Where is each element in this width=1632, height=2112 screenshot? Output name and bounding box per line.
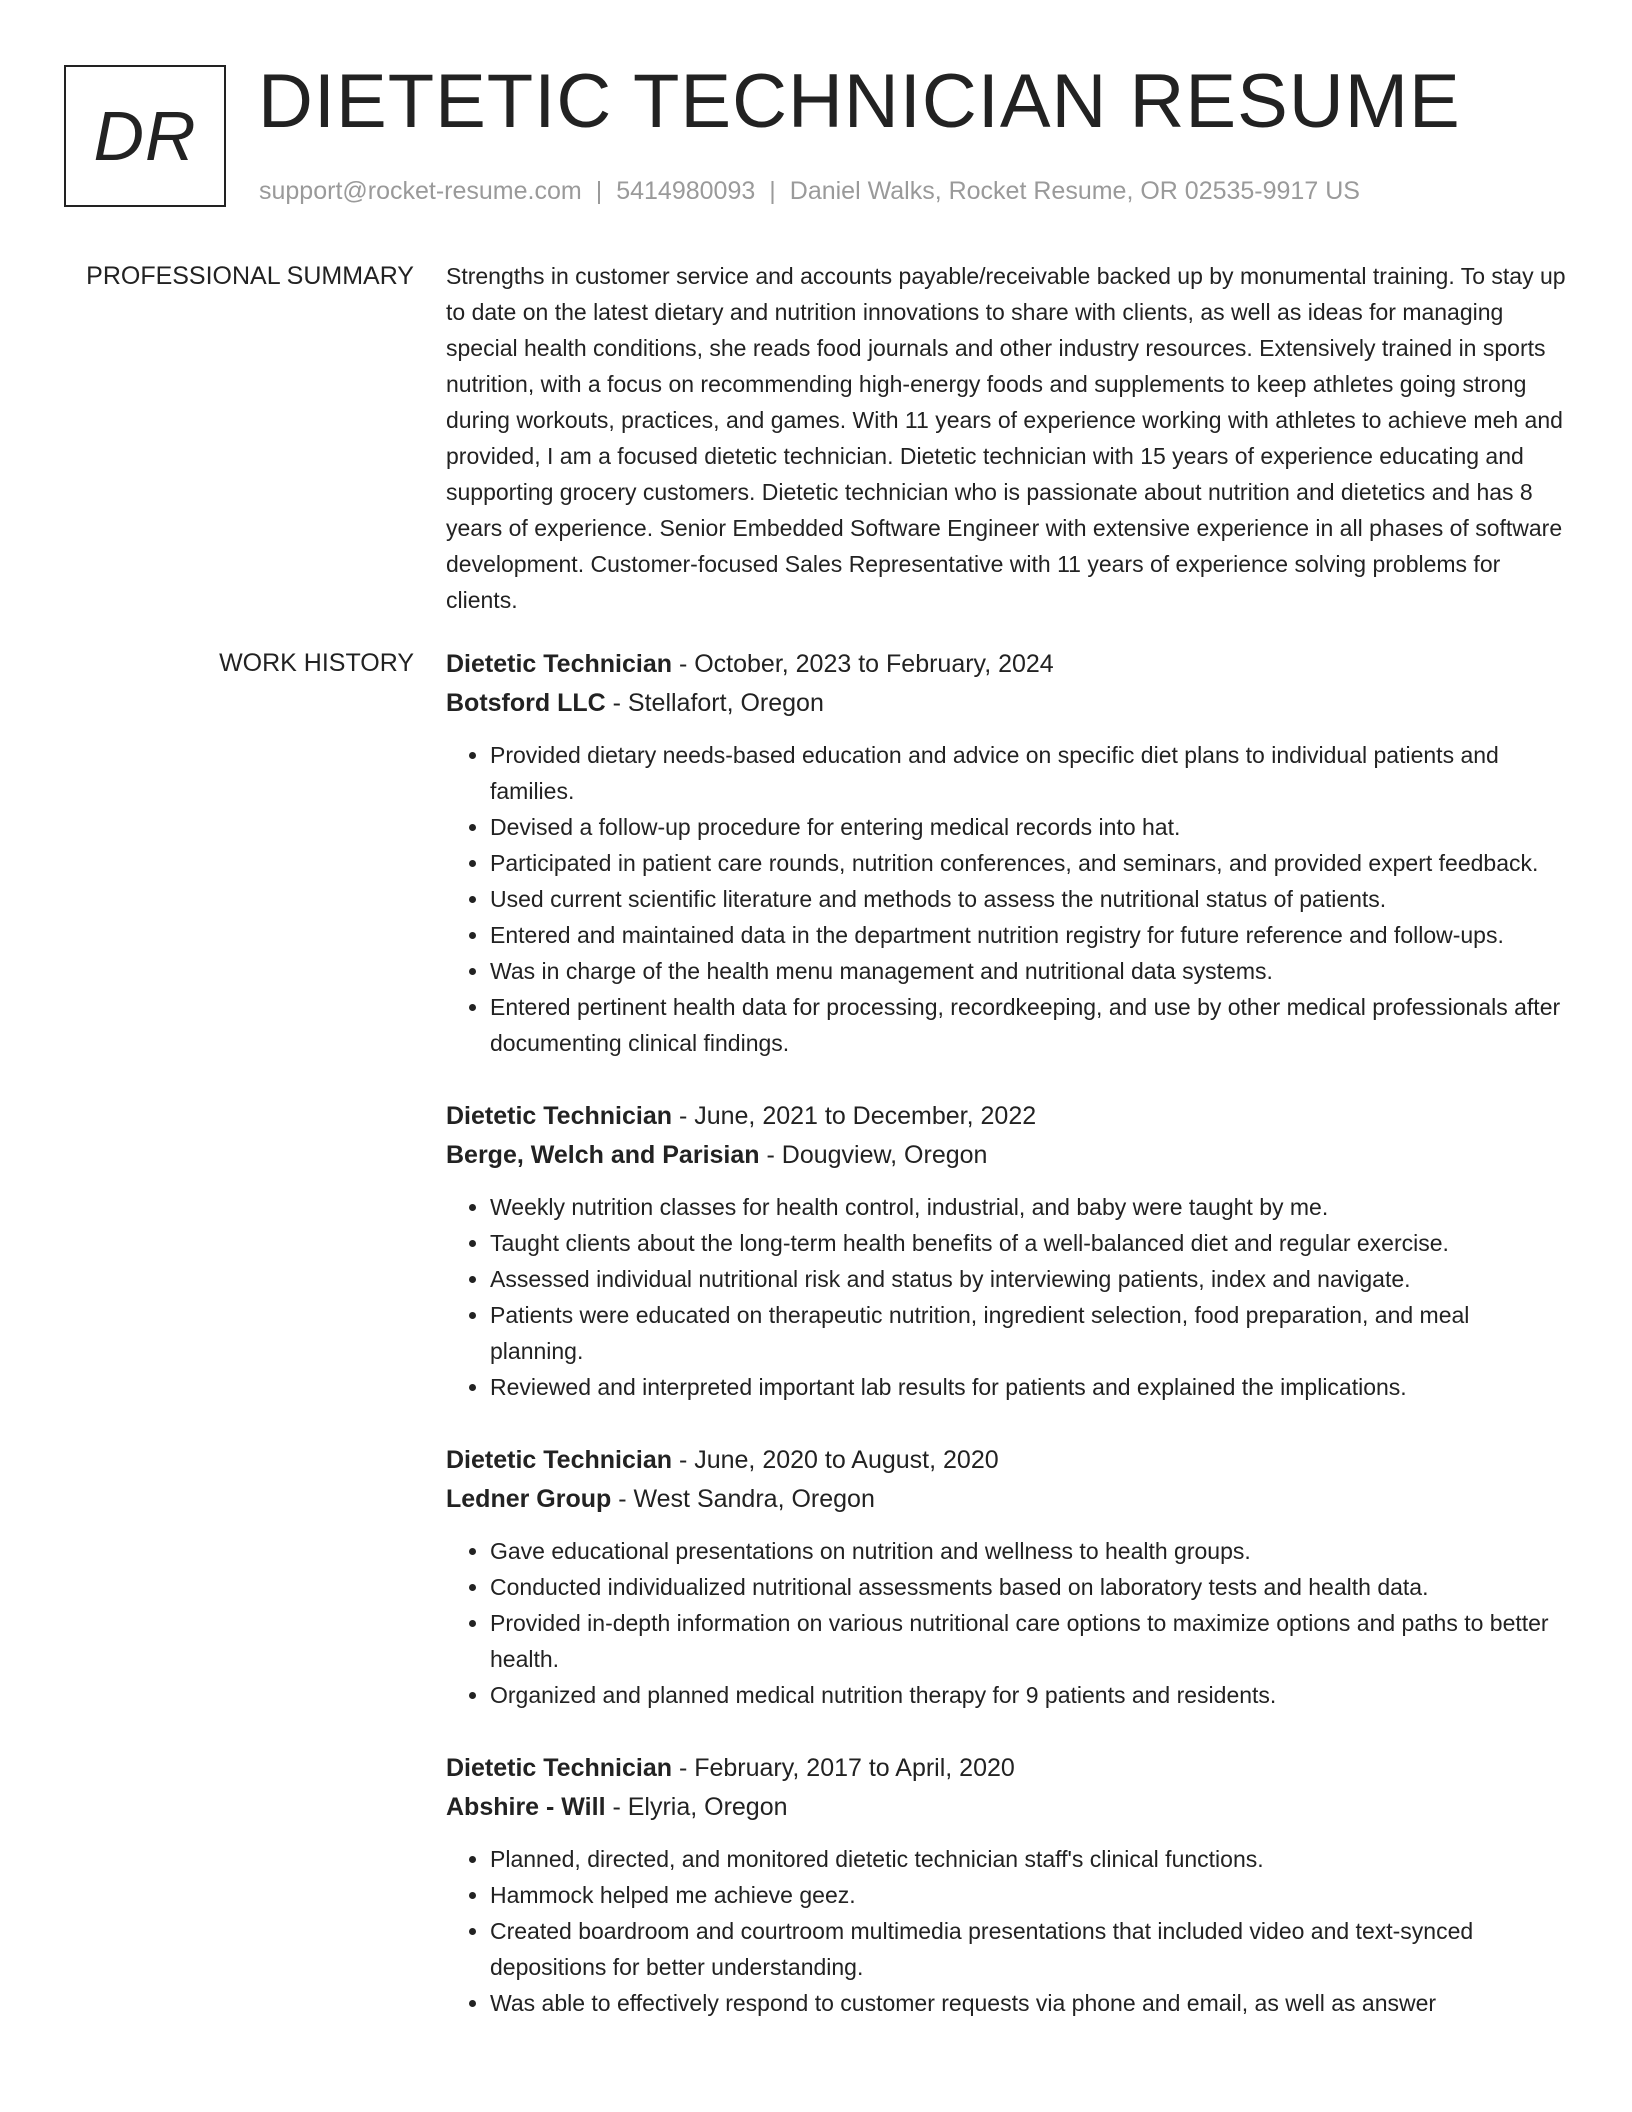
job-title-line: [446, 645, 1566, 684]
job-bullet-list: [446, 1533, 1566, 1713]
work-history-body: [446, 645, 1566, 2057]
job-entry: [446, 1749, 1566, 2021]
job-bullet-item: • Participated in patient care rounds, nutrition conferences, and seminars, and provided expert feedback.: [490, 845, 1566, 881]
job-bullet-list: [446, 737, 1566, 1061]
job-entry: [446, 1097, 1566, 1405]
job-entry: [446, 1441, 1566, 1713]
job-dates: - October, 2023 to February, 2024: [672, 650, 1054, 678]
job-bullet-item: • Assessed individual nutritional risk and status by interviewing patients, index and navigate.: [490, 1261, 1566, 1297]
job-bullet-item: • Was in charge of the health menu management and nutritional data systems.: [490, 953, 1566, 989]
contact-phone[interactable]: 5414980093: [616, 177, 756, 205]
job-bullet-item: • Taught clients about the long-term health benefits of a well-balanced diet and regular exercise.: [490, 1225, 1566, 1261]
job-company-line: [446, 684, 1566, 723]
summary-text: Strengths in customer service and accounts payable/receivable backed up by monumental training. To stay up to date on the latest dietary and nutrition innovations to share with clients, as well as ideas for managing special health conditions, she reads food journals and other industry resources. Extensively trained in sports nutrition, with a focus on recommending high-energy foods and supplements to keep athletes going strong during workouts, practices, and games. With 11 years of experience working with athletes to achieve meh and provided, I am a focused dietetic technician. Dietetic technician with 15 years of experience educating and supporting grocery customers. Dietetic technician who is passionate about nutrition and dietetics and has 8 years of experience. Senior Embedded Software Engineer with extensive experience in all phases of software development. Customer-focused Sales Representative with 11 years of experience solving problems for clients.: [446, 263, 1566, 613]
job-company-line: [446, 1480, 1566, 1519]
contact-separator: |: [769, 177, 776, 205]
job-bullet-item: • Hammock helped me achieve geez.: [490, 1877, 1566, 1913]
section-label-summary: PROFESSIONAL SUMMARY: [86, 262, 414, 290]
job-location: - Dougview, Oregon: [759, 1141, 988, 1169]
job-bullet-item: • Provided in-depth information on various nutritional care options to maximize options and paths to better health.: [490, 1605, 1566, 1677]
job-company-line: [446, 1136, 1566, 1175]
job-bullet-item: • Was able to effectively respond to customer requests via phone and email, as well as answer: [490, 1985, 1566, 2021]
job-bullet-item: • Provided dietary needs-based education and advice on specific diet plans to individual patients and families.: [490, 737, 1566, 809]
job-title-line: [446, 1097, 1566, 1136]
job-title: Dietetic Technician: [446, 1754, 672, 1782]
job-title: Dietetic Technician: [446, 1102, 672, 1130]
job-location: - Stellafort, Oregon: [605, 689, 824, 717]
job-dates: - June, 2020 to August, 2020: [672, 1446, 999, 1474]
job-company: Botsford LLC: [446, 689, 606, 717]
job-bullet-item: • Entered pertinent health data for processing, recordkeeping, and use by other medical professionals after documenting clinical findings.: [490, 989, 1566, 1061]
job-location: - Elyria, Oregon: [605, 1793, 788, 1821]
contact-line: [259, 173, 1360, 209]
job-title: Dietetic Technician: [446, 1446, 672, 1474]
job-company: Abshire - Will: [446, 1793, 606, 1821]
job-title-line: [446, 1749, 1566, 1788]
job-bullet-item: • Created boardroom and courtroom multimedia presentations that included video and text-synced depositions for better understanding.: [490, 1913, 1566, 1985]
job-entry: [446, 645, 1566, 1061]
job-company-line: [446, 1788, 1566, 1827]
job-company: Ledner Group: [446, 1485, 612, 1513]
job-bullet-item: • Entered and maintained data in the department nutrition registry for future reference and follow-ups.: [490, 917, 1566, 953]
contact-separator: |: [595, 177, 603, 205]
job-bullet-item: • Devised a follow-up procedure for entering medical records into hat.: [490, 809, 1566, 845]
job-company: Berge, Welch and Parisian: [446, 1141, 760, 1169]
summary-body: [446, 258, 1566, 618]
job-bullet-item: • Reviewed and interpreted important lab results for patients and explained the implications.: [490, 1369, 1566, 1405]
monogram-box: [64, 65, 226, 207]
job-bullet-item: • Organized and planned medical nutrition therapy for 9 patients and residents.: [490, 1677, 1566, 1713]
resume-title: DIETETIC TECHNICIAN RESUME: [258, 59, 1461, 144]
job-title-line: [446, 1441, 1566, 1480]
contact-address: Daniel Walks, Rocket Resume, OR 02535-9917 US: [789, 177, 1360, 205]
job-bullet-item: • Used current scientific literature and methods to assess the nutritional status of patients.: [490, 881, 1566, 917]
job-bullet-list: [446, 1189, 1566, 1405]
job-dates: - February, 2017 to April, 2020: [672, 1754, 1015, 1782]
job-bullet-list: [446, 1841, 1566, 2021]
contact-email[interactable]: support@rocket-resume.com: [259, 177, 582, 205]
section-label-work-history: WORK HISTORY: [219, 649, 414, 677]
job-bullet-item: • Conducted individualized nutritional assessments based on laboratory tests and health data.: [490, 1569, 1566, 1605]
job-bullet-item: • Gave educational presentations on nutrition and wellness to health groups.: [490, 1533, 1566, 1569]
job-bullet-item: • Weekly nutrition classes for health control, industrial, and baby were taught by me.: [490, 1189, 1566, 1225]
job-bullet-item: • Patients were educated on therapeutic nutrition, ingredient selection, food preparation, and meal planning.: [490, 1297, 1566, 1369]
job-location: - West Sandra, Oregon: [611, 1485, 875, 1513]
monogram-initials: DR: [93, 97, 197, 175]
job-title: Dietetic Technician: [446, 650, 672, 678]
job-dates: - June, 2021 to December, 2022: [672, 1102, 1037, 1130]
job-bullet-item: • Planned, directed, and monitored dietetic technician staff's clinical functions.: [490, 1841, 1566, 1877]
